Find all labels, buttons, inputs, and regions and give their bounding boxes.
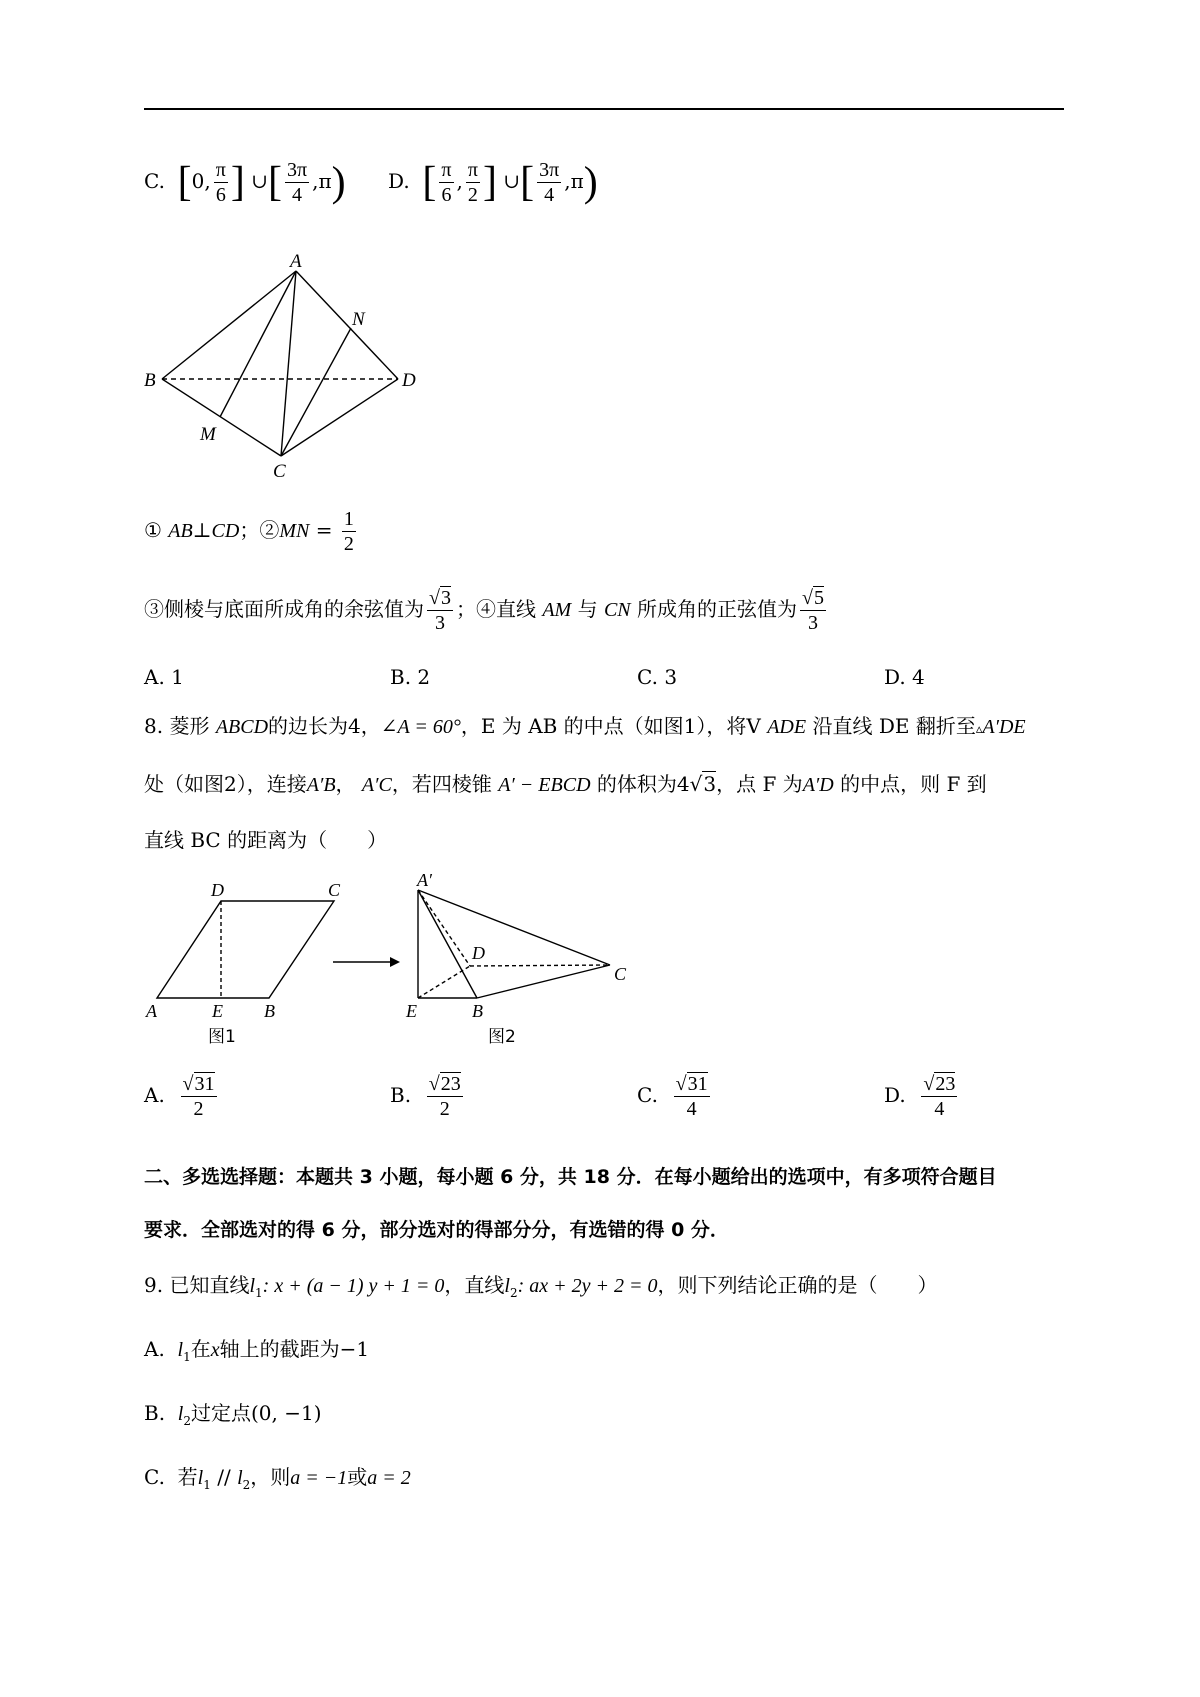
header-rule: [144, 108, 1064, 110]
q7-answer-c: C. 3: [637, 665, 678, 689]
fig1-label-E: E: [212, 1001, 223, 1021]
fig2-label-B: B: [472, 1001, 483, 1021]
q7-answer-a: A. 1: [144, 665, 184, 689]
q9-option-b: B. $l_2$过定点(0, −1): [144, 1401, 322, 1428]
fig2-label-E: E: [406, 1001, 417, 1021]
fig1-label-D: D: [211, 880, 224, 900]
q8-figures: [140, 870, 660, 1050]
q8-answer-a: A. $\frac{√31}{2}$: [144, 1073, 215, 1120]
label-D: D: [402, 370, 416, 391]
fig2-caption: 图2: [488, 1027, 516, 1047]
label-M: M: [200, 424, 216, 445]
q7-option-c: C. [0, $\frac{\pi}{6}$ ] ∪[ $\frac{3\pi}{4}$ ,π): [144, 159, 346, 206]
fig2-label-D: D: [472, 943, 485, 963]
q7-answer-b: B. 2: [390, 665, 431, 689]
q9-option-c: C. 若$l_1 // l_2$，则a = −1或a = 2: [144, 1465, 411, 1492]
q7-option-d: D. [ $\frac{\pi}{6}$ , $\frac{\pi}{2}$ ] ∪[ $\frac{3\pi}{4}$ ,π): [388, 159, 598, 206]
q9-option-a: A. $l_1$在x轴上的截距为−1: [144, 1337, 370, 1364]
q7-statements-3-4: ③侧棱与底面所成角的余弦值为 $\frac{√3}{3}$ ；④直线 AM 与 CN 所成角的正弦值为 $\frac{√5}{3}$: [144, 587, 824, 634]
rhombus-figure: [157, 901, 334, 998]
label-A: A: [290, 251, 302, 272]
q8-answer-b: B. $\frac{√23}{2}$: [390, 1073, 461, 1120]
section2-heading-line1: 二、多选选择题：本题共 3 小题，每小题 6 分，共 18 分．在每小题给出的选项中，有多项符合题目: [144, 1166, 997, 1188]
q7-answer-d: D. 4: [884, 665, 925, 689]
fig2-label-C: C: [614, 964, 627, 984]
q8-stem-line3: 直线 BC 的距离为（ ）: [144, 828, 388, 852]
fig1-label-C: C: [328, 880, 341, 900]
q8-answer-c: C. $\frac{√31}{4}$: [637, 1073, 708, 1120]
q7-statements-1-2: ① AB⊥CD；②MN = $\frac{1}{2}$: [144, 508, 354, 555]
q8-answer-d: D. $\frac{√23}{4}$: [884, 1073, 956, 1120]
q8-stem-line1: 8. 菱形 ABCD的边长为4，∠A = 60°，E 为 AB 的中点（如图1），将V ADE 沿直线 DE 翻折至▵A′DE: [144, 714, 1026, 738]
label-B: B: [144, 370, 156, 391]
section2-heading-line2: 要求．全部选对的得 6 分，部分选对的得部分分，有选错的得 0 分．: [144, 1219, 729, 1241]
fig1-label-B: B: [264, 1001, 275, 1021]
arrow-icon: [333, 957, 400, 967]
q8-stem-line2: 处（如图2），连接A′B， A′C，若四棱锥 A′ − EBCD 的体积为4√3，点 F 为A′D 的中点，则 F 到: [144, 772, 987, 796]
fig2-label-A-prime: A′: [417, 870, 432, 890]
label-C: C: [273, 461, 286, 482]
pyramid-figure: [418, 890, 610, 998]
fig1-label-A: A: [146, 1001, 157, 1021]
q9-stem: 9. 已知直线$l_1$: x + (a − 1) y + 1 = 0，直线$l_2$: ax + 2y + 2 = 0，则下列结论正确的是（ ）: [144, 1273, 938, 1300]
label-N: N: [352, 309, 365, 330]
fig1-caption: 图1: [208, 1027, 236, 1047]
tetrahedron-figure: [140, 250, 440, 490]
